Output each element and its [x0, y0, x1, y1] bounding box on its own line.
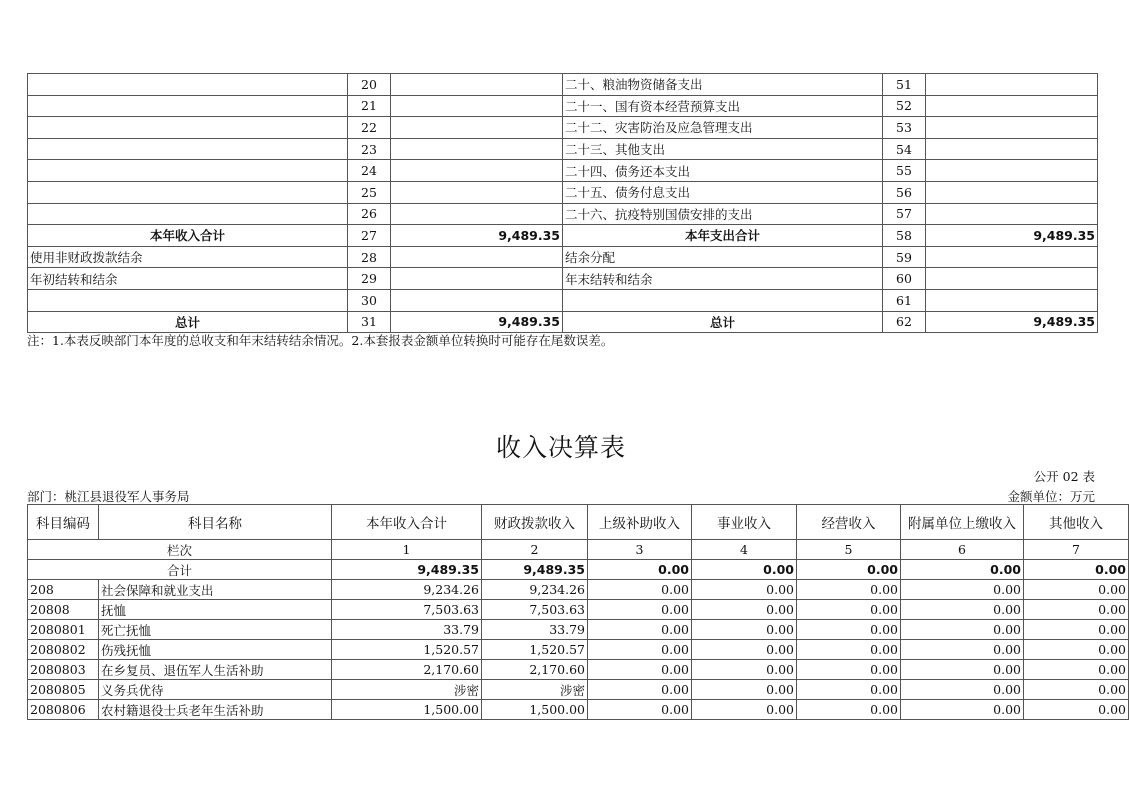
amount-cell: 0.00: [901, 680, 1024, 700]
expense-item-label: 结余分配: [563, 246, 883, 268]
amount-cell: 2,170.60: [482, 660, 588, 680]
table-row: [28, 181, 1098, 203]
subject-name: 抚恤: [99, 600, 332, 620]
income-item-label: 总计: [28, 311, 348, 333]
subject-code: 20808: [28, 600, 99, 620]
column-index: 3: [588, 540, 692, 560]
summary-table: [27, 73, 1098, 333]
income-item-label: [28, 203, 348, 225]
column-index: 6: [901, 540, 1024, 560]
department-label: 部门：桃江县退役军人事务局: [27, 489, 190, 504]
income-item-label: [28, 117, 348, 139]
amount-cell: 1,520.57: [332, 640, 482, 660]
amount-cell: 0.00: [692, 600, 797, 620]
table-row: [28, 225, 1098, 247]
row-number: 56: [883, 181, 926, 203]
unit-label: 金额单位：万元: [1007, 489, 1095, 504]
header-cell: 科目编码: [28, 505, 99, 540]
row-number: 30: [348, 289, 391, 311]
row-number: 28: [348, 246, 391, 268]
expense-amount: [926, 246, 1098, 268]
row-number: 59: [883, 246, 926, 268]
amount-cell: 0.00: [1024, 580, 1129, 600]
amount-cell: 涉密: [482, 680, 588, 700]
income-amount: [391, 138, 563, 160]
table-row: [28, 311, 1098, 333]
table-row: [28, 203, 1098, 225]
column-index: 2: [482, 540, 588, 560]
total-value: 0.00: [1024, 560, 1129, 580]
table-row: [28, 95, 1098, 117]
row-number: 29: [348, 268, 391, 290]
subject-code: 2080805: [28, 680, 99, 700]
subject-code: 2080803: [28, 660, 99, 680]
total-row: [28, 560, 1129, 580]
amount-cell: 0.00: [901, 580, 1024, 600]
income-amount: [391, 289, 563, 311]
header-cell: 其他收入: [1024, 505, 1129, 540]
expense-amount: [926, 268, 1098, 290]
total-value: 9,489.35: [332, 560, 482, 580]
row-number: 52: [883, 95, 926, 117]
column-index: 5: [797, 540, 901, 560]
table-row: [28, 580, 1129, 600]
expense-item-label: 二十一、国有资本经营预算支出: [563, 95, 883, 117]
expense-item-label: 二十五、债务付息支出: [563, 181, 883, 203]
table-row: [28, 620, 1129, 640]
row-number: 21: [348, 95, 391, 117]
amount-cell: 0.00: [1024, 700, 1129, 720]
amount-cell: 0.00: [588, 680, 692, 700]
subject-code: 208: [28, 580, 99, 600]
amount-cell: 0.00: [588, 620, 692, 640]
amount-cell: 0.00: [1024, 680, 1129, 700]
income-item-label: 使用非财政拨款结余: [28, 246, 348, 268]
expense-item-label: 二十六、抗疫特别国债安排的支出: [563, 203, 883, 225]
row-number: 25: [348, 181, 391, 203]
row-number: 62: [883, 311, 926, 333]
row-number: 51: [883, 74, 926, 96]
amount-cell: 0.00: [588, 600, 692, 620]
row-number: 60: [883, 268, 926, 290]
header-cell: 科目名称: [99, 505, 332, 540]
header-cell: 经营收入: [797, 505, 901, 540]
income-amount: 9,489.35: [391, 225, 563, 247]
expense-item-label: 二十三、其他支出: [563, 138, 883, 160]
expense-item-label: 年末结转和结余: [563, 268, 883, 290]
expense-amount: [926, 203, 1098, 225]
income-item-label: [28, 95, 348, 117]
row-number: 53: [883, 117, 926, 139]
expense-item-label: 二十二、灾害防治及应急管理支出: [563, 117, 883, 139]
header-cell: 财政拨款收入: [482, 505, 588, 540]
income-item-label: [28, 181, 348, 203]
amount-cell: 0.00: [1024, 620, 1129, 640]
row-number: 61: [883, 289, 926, 311]
income-amount: [391, 160, 563, 182]
subject-code: 2080801: [28, 620, 99, 640]
table-row: [28, 138, 1098, 160]
total-value: 0.00: [901, 560, 1024, 580]
amount-cell: 0.00: [797, 660, 901, 680]
expense-amount: [926, 181, 1098, 203]
header-cell: 事业收入: [692, 505, 797, 540]
column-index: 4: [692, 540, 797, 560]
amount-cell: 7,503.63: [332, 600, 482, 620]
amount-cell: 33.79: [332, 620, 482, 640]
row-number: 22: [348, 117, 391, 139]
expense-amount: [926, 95, 1098, 117]
subject-code: 2080806: [28, 700, 99, 720]
table-row: [28, 117, 1098, 139]
row-number: 24: [348, 160, 391, 182]
row-number: 20: [348, 74, 391, 96]
income-table: [27, 504, 1129, 720]
table-row: [28, 680, 1129, 700]
amount-cell: 7,503.63: [482, 600, 588, 620]
amount-cell: 0.00: [692, 580, 797, 600]
income-item-label: [28, 74, 348, 96]
column-index-label: 栏次: [28, 540, 332, 560]
amount-cell: 0.00: [901, 700, 1024, 720]
subject-name: 农村籍退役士兵老年生活补助: [99, 700, 332, 720]
expense-item-label: [563, 289, 883, 311]
amount-cell: 1,520.57: [482, 640, 588, 660]
amount-cell: 0.00: [797, 700, 901, 720]
income-amount: [391, 95, 563, 117]
table-row: [28, 246, 1098, 268]
income-amount: [391, 74, 563, 96]
table-note: 注：1.本表反映部门本年度的总收支和年末结转结余情况。2.本套报表金额单位转换时可能存在尾数误差。: [27, 333, 614, 348]
amount-cell: 0.00: [1024, 640, 1129, 660]
column-index: 1: [332, 540, 482, 560]
table-number: 公开 02 表: [1033, 469, 1095, 484]
row-number: 55: [883, 160, 926, 182]
total-value: 0.00: [588, 560, 692, 580]
expense-amount: [926, 160, 1098, 182]
subject-name: 社会保障和就业支出: [99, 580, 332, 600]
income-item-label: [28, 138, 348, 160]
amount-cell: 33.79: [482, 620, 588, 640]
table-row: [28, 160, 1098, 182]
amount-cell: 9,234.26: [482, 580, 588, 600]
row-number: 57: [883, 203, 926, 225]
header-cell: 附属单位上缴收入: [901, 505, 1024, 540]
table-row: [28, 640, 1129, 660]
table-row: [28, 600, 1129, 620]
amount-cell: 0.00: [797, 580, 901, 600]
subject-name: 在乡复员、退伍军人生活补助: [99, 660, 332, 680]
total-value: 9,489.35: [482, 560, 588, 580]
amount-cell: 0.00: [901, 600, 1024, 620]
income-amount: [391, 181, 563, 203]
header-cell: 上级补助收入: [588, 505, 692, 540]
income-amount: [391, 117, 563, 139]
amount-cell: 0.00: [797, 600, 901, 620]
amount-cell: 0.00: [692, 640, 797, 660]
amount-cell: 0.00: [797, 640, 901, 660]
table-row: [28, 268, 1098, 290]
amount-cell: 1,500.00: [332, 700, 482, 720]
header-row: [28, 505, 1129, 540]
row-number: 27: [348, 225, 391, 247]
row-number: 54: [883, 138, 926, 160]
row-number: 31: [348, 311, 391, 333]
amount-cell: 0.00: [1024, 600, 1129, 620]
row-number: 26: [348, 203, 391, 225]
column-index-row: [28, 540, 1129, 560]
amount-cell: 0.00: [692, 680, 797, 700]
amount-cell: 0.00: [588, 700, 692, 720]
amount-cell: 1,500.00: [482, 700, 588, 720]
row-number: 58: [883, 225, 926, 247]
amount-cell: 0.00: [588, 660, 692, 680]
expense-item-label: 二十、粮油物资储备支出: [563, 74, 883, 96]
subject-name: 死亡抚恤: [99, 620, 332, 640]
expense-item-label: 二十四、债务还本支出: [563, 160, 883, 182]
amount-cell: 0.00: [692, 700, 797, 720]
amount-cell: 0.00: [797, 620, 901, 640]
amount-cell: 0.00: [692, 660, 797, 680]
expense-amount: [926, 289, 1098, 311]
page-title: 收入决算表: [495, 433, 626, 462]
income-amount: [391, 268, 563, 290]
income-item-label: [28, 160, 348, 182]
table-row: [28, 700, 1129, 720]
expense-item-label: 总计: [563, 311, 883, 333]
income-amount: [391, 246, 563, 268]
header-cell: 本年收入合计: [332, 505, 482, 540]
total-value: 0.00: [797, 560, 901, 580]
amount-cell: 0.00: [588, 640, 692, 660]
amount-cell: 涉密: [332, 680, 482, 700]
column-index: 7: [1024, 540, 1129, 560]
amount-cell: 2,170.60: [332, 660, 482, 680]
table-row: [28, 660, 1129, 680]
table-row: [28, 289, 1098, 311]
amount-cell: 0.00: [901, 640, 1024, 660]
expense-amount: 9,489.35: [926, 311, 1098, 333]
income-item-label: 年初结转和结余: [28, 268, 348, 290]
income-amount: [391, 203, 563, 225]
income-item-label: [28, 289, 348, 311]
table-row: [28, 74, 1098, 96]
amount-cell: 9,234.26: [332, 580, 482, 600]
expense-amount: [926, 138, 1098, 160]
amount-cell: 0.00: [797, 680, 901, 700]
amount-cell: 0.00: [901, 660, 1024, 680]
subject-name: 义务兵优待: [99, 680, 332, 700]
expense-amount: [926, 117, 1098, 139]
income-amount: 9,489.35: [391, 311, 563, 333]
amount-cell: 0.00: [901, 620, 1024, 640]
income-item-label: 本年收入合计: [28, 225, 348, 247]
expense-amount: [926, 74, 1098, 96]
subject-code: 2080802: [28, 640, 99, 660]
total-value: 0.00: [692, 560, 797, 580]
expense-amount: 9,489.35: [926, 225, 1098, 247]
subject-name: 伤残抚恤: [99, 640, 332, 660]
amount-cell: 0.00: [692, 620, 797, 640]
row-number: 23: [348, 138, 391, 160]
expense-item-label: 本年支出合计: [563, 225, 883, 247]
amount-cell: 0.00: [1024, 660, 1129, 680]
amount-cell: 0.00: [588, 580, 692, 600]
total-label: 合计: [28, 560, 332, 580]
